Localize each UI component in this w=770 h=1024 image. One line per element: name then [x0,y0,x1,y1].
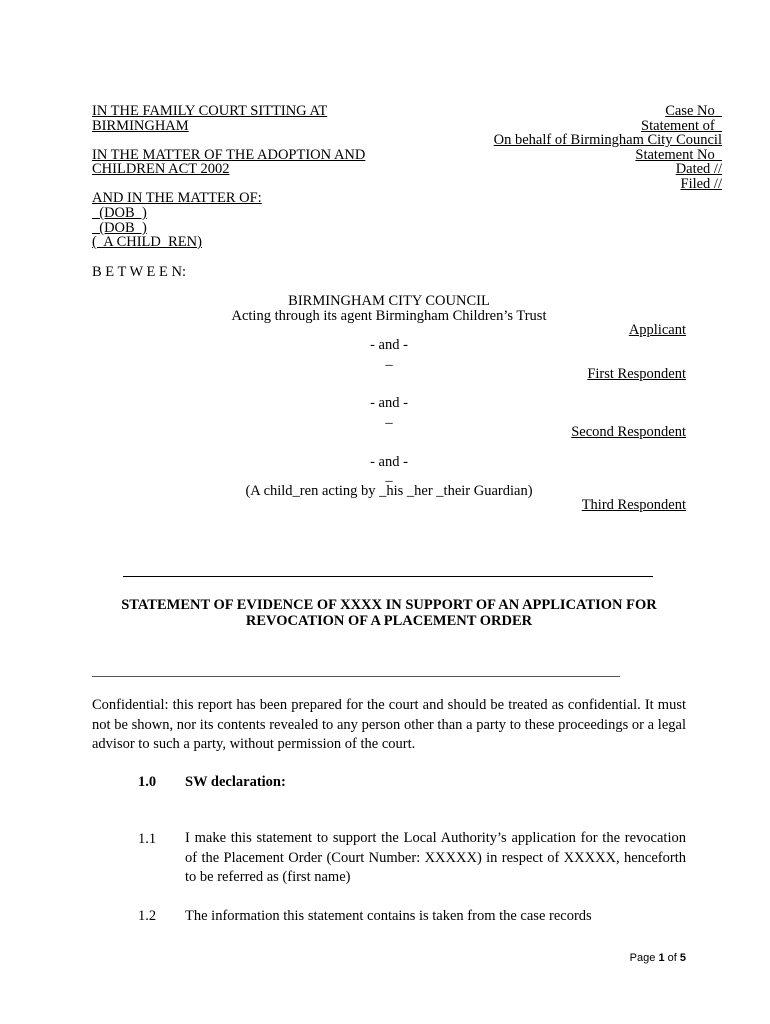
page-current: 1 [658,952,665,964]
title-bottom-rule [92,676,620,677]
page-total: 5 [679,952,686,964]
section-heading-sw-declaration: SW declaration: [185,774,286,790]
court-name-line1: IN THE FAMILY COURT SITTING AT [92,103,328,119]
and-separator-3: - and - [370,454,408,470]
statement-of: Statement of [641,118,722,134]
child-dob-1: (DOB ) [92,205,147,221]
matter-line1: IN THE MATTER OF THE ADOPTION AND [92,147,366,163]
page-number [630,952,686,964]
first-respondent-label: First Respondent [587,366,686,382]
confidential-notice: Confidential: this report has been prepared for the court and should be treated as confidential. It must not be shown, nor its contents revealed to any person other than a party to these proceedings or a legal advisor to such a party, without permission of the court. [92,697,686,752]
statement-number: Statement No [635,147,722,163]
child-dob-2: (DOB ) [92,220,147,236]
section-text-1-2: The information this statement contains is taken from the case records [185,908,592,924]
third-respondent-label: Third Respondent [581,497,686,513]
case-number: Case No [665,103,722,119]
between-label: B E T W E E N: [92,264,186,280]
page-label: Page [629,952,656,964]
filed: Filed // [680,176,722,192]
court-name-line2: BIRMINGHAM [92,118,189,134]
matter-line2: CHILDREN ACT 2002 [92,161,230,177]
and-separator-1: - and - [370,337,408,353]
council-agent: Acting through its agent Birmingham Children’s Trust [231,308,547,324]
section-number-1-2: 1.2 [138,908,157,924]
second-respondent-name: _ [385,410,393,426]
section-number-1-1: 1.1 [138,831,157,847]
section-number-1-0: 1.0 [138,774,157,790]
title-top-rule [123,576,653,577]
dated: Dated // [675,161,722,177]
third-respondent-name: _ [385,468,393,484]
statement-title-line2: REVOCATION OF A PLACEMENT ORDER [245,613,533,629]
section-text-1-1: I make this statement to support the Local Authority’s application for the revocation of the Placement Order (Court Number: XXXXX) in respect of XXXXX, henceforth to be referred as (first name) [185,830,686,885]
of-label: of [667,952,677,964]
council-name: BIRMINGHAM CITY COUNCIL [288,293,490,309]
on-behalf-of: On behalf of Birmingham City Council [493,132,722,148]
and-in-matter-of: AND IN THE MATTER OF: [92,190,262,206]
applicant-label: Applicant [628,322,686,338]
children-label: ( A CHILD REN) [92,234,202,250]
second-respondent-label: Second Respondent [571,424,686,440]
guardian-line: (A child_ren acting by _his _her _their Guardian) [245,483,533,499]
statement-title-line1: STATEMENT OF EVIDENCE OF XXXX IN SUPPORT OF AN APPLICATION FOR [121,597,657,613]
first-respondent-name: _ [385,352,393,368]
and-separator-2: - and - [370,395,408,411]
